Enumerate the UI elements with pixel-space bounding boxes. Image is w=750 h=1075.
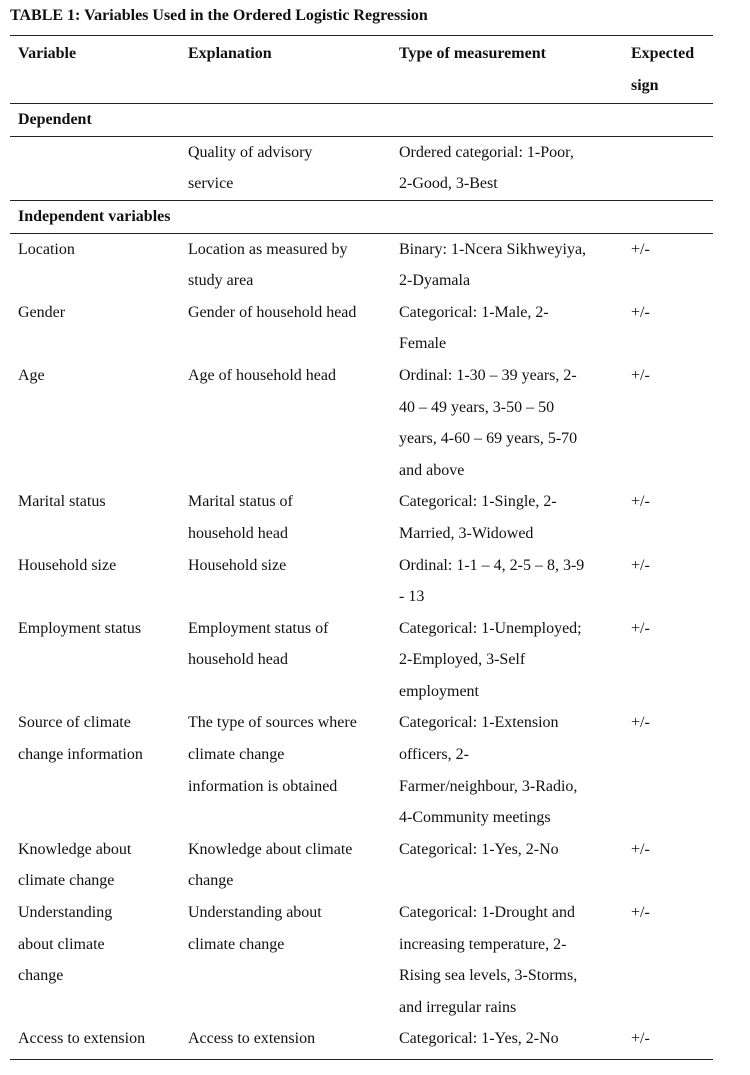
cell-explanation: Age of household head [188,366,336,384]
cell-sign [623,136,713,200]
cell-explanation: Understanding about climate change [188,904,322,953]
cell-variable [10,136,180,200]
cell-measurement: Categorical: 1-Yes, 2-No [391,1023,623,1059]
cell-measurement: Binary: 1-Ncera Sikhweyiya, 2-Dyamala [399,240,587,290]
cell-explanation: The type of sources where climate change information is obtained [188,714,357,795]
cell-variable: Access to extension [10,1023,180,1059]
table-row [10,834,713,897]
cell-variable: Household size [18,556,117,574]
header-row [10,36,713,104]
cell-measurement: Categorical: 1-Unemployed; 2-Employed, 3-Self employment [399,619,582,700]
cell-sign: +/- [631,904,650,922]
table-row [10,360,713,486]
cell-measurement: Ordinal: 1-1 – 4, 2-5 – 8, 3-9 - 13 [399,556,585,606]
header-explanation: Explanation [180,36,391,104]
table-row [10,707,713,833]
cell-variable: Gender [18,303,66,321]
cell-explanation: Household size [188,556,287,574]
table-row [10,550,713,613]
table-row [10,486,713,549]
cell-explanation: Location as measured by study area [188,240,348,290]
cell-sign: +/- [631,366,650,384]
cell-measurement: Ordered categorial: 1-Poor, 2-Good, 3-Best [391,136,623,200]
table-row [10,233,713,297]
header-measurement: Type of measurement [391,36,623,104]
cell-variable: Marital status [18,493,106,511]
header-expected-sign: Expected sign [623,36,713,104]
cell-variable: Employment status [18,619,142,637]
cell-explanation: Knowledge about climate change [188,840,353,890]
cell-variable: Location [18,240,75,258]
table-title: TABLE 1: Variables Used in the Ordered Logistic Regression [10,7,428,24]
cell-measurement: Categorical: 1-Extension officers, 2- Farmer/neighbour, 3-Radio, 4-Community meetings [399,714,578,827]
cell-measurement: Categorical: 1-Drought and increasing temperature, 2- Rising sea levels, 3-Storms, and irregular rains [399,904,578,1016]
section-label: Independent variables [10,200,391,233]
cell-variable: Understanding about climate change [18,904,113,985]
cell-sign: +/- [631,556,650,574]
cell-measurement: Categorical: 1-Yes, 2-No [399,840,559,858]
table-row [10,297,713,360]
cell-measurement: Ordinal: 1-30 – 39 years, 2- 40 – 49 years, 3-50 – 50 years, 4-60 – 69 years, 5-70 and above [399,366,578,479]
cell-variable: Source of climate change information [18,714,143,764]
table-row [10,897,713,1023]
cell-sign: +/- [631,714,650,732]
table-row [10,136,713,200]
cell-sign: +/- [631,303,650,321]
cell-explanation: Gender of household head [188,303,357,321]
cell-sign: +/- [623,1023,713,1059]
table-row [10,613,713,708]
cell-sign: +/- [631,240,650,258]
cell-explanation: Quality of advisory service [180,136,391,200]
section-label: Dependent [10,104,180,137]
table-row [10,1023,713,1059]
cell-measurement: Categorical: 1-Single, 2- Married, 3-Widowed [399,493,557,542]
cell-sign: +/- [631,619,650,637]
cell-measurement: Categorical: 1-Male, 2- Female [399,303,549,353]
cell-variable: Knowledge about climate change [18,840,132,890]
variables-table [10,35,713,1060]
header-variable: Variable [10,36,180,104]
section-row-independent [10,200,713,233]
cell-sign: +/- [631,840,650,858]
cell-explanation: Marital status of household head [188,493,293,542]
cell-variable: Age [18,366,45,384]
cell-sign: +/- [631,493,650,511]
cell-explanation: Employment status of household head [188,619,329,669]
section-row-dependent [10,104,713,137]
cell-explanation: Access to extension [180,1023,391,1059]
